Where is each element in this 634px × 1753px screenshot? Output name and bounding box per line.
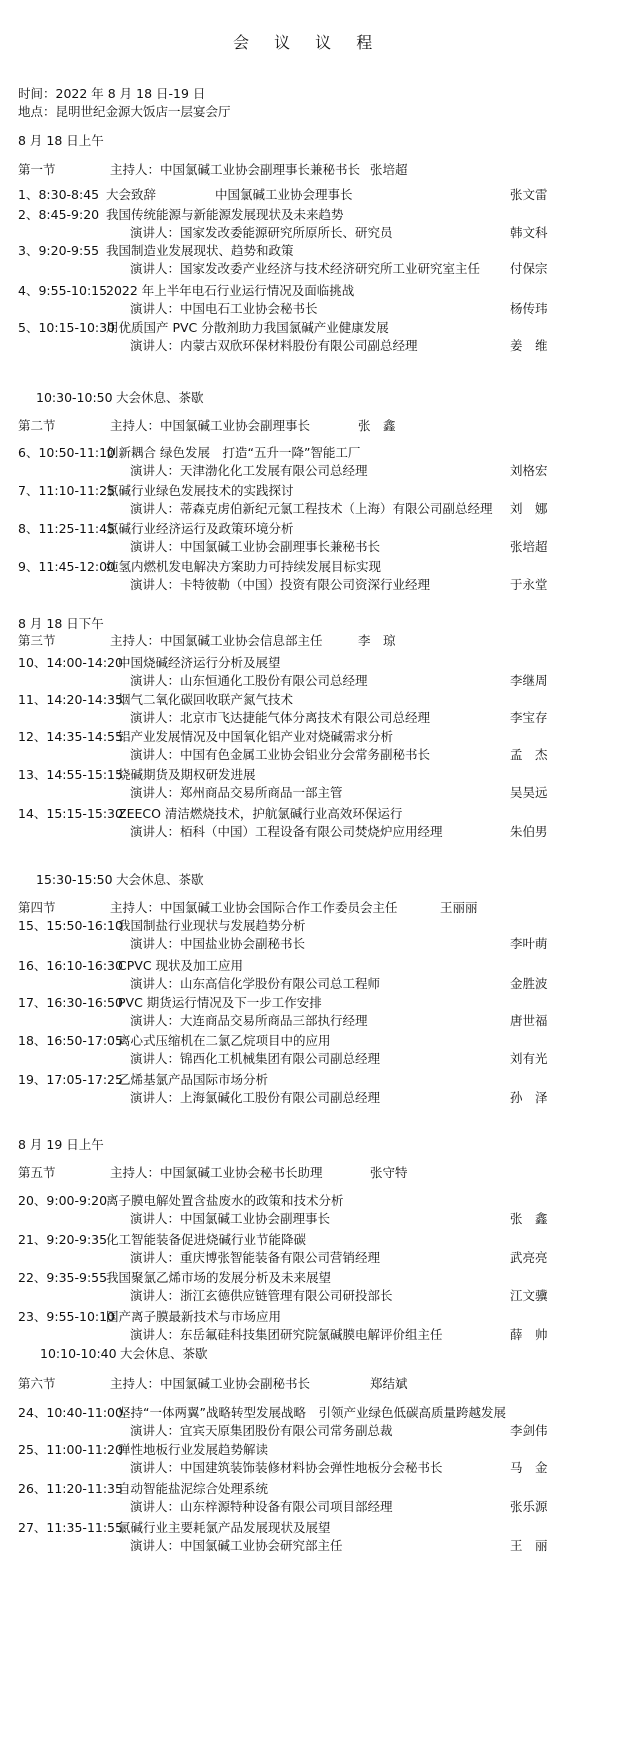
session-host-name: 郑结斌: [370, 1376, 408, 1391]
agenda-item-time: 19、17:05-17:25: [18, 1072, 123, 1087]
agenda-item-time: 13、14:55-15:15: [18, 767, 123, 782]
agenda-item-topic: 我国聚氯乙烯市场的发展分析及未来展望: [106, 1270, 332, 1285]
agenda-item-topic: 氯碱行业经济运行及政策环境分析: [106, 521, 294, 536]
agenda-item-speaker: 演讲人：浙江玄德供应链管理有限公司研投部长: [130, 1288, 393, 1303]
agenda-item-speaker-name: 付保宗: [510, 261, 548, 276]
agenda-item-time: 3、9:20-9:55: [18, 243, 100, 258]
agenda-item-speaker-name: 张 鑫: [510, 1211, 548, 1226]
agenda-item-speaker: 演讲人：栢科（中国）工程设备有限公司焚烧炉应用经理: [130, 824, 443, 839]
session-label: 第三节: [18, 633, 56, 648]
agenda-item-time: 4、9:55-10:15: [18, 283, 108, 298]
break-text: 大会休息、茶歇: [116, 390, 204, 405]
break-time: 10:30-10:50: [36, 390, 113, 405]
agenda-item-topic: 大会致辞: [106, 187, 157, 202]
break-time: 10:10-10:40: [40, 1346, 117, 1361]
agenda-item-speaker-name: 江文骥: [510, 1288, 548, 1303]
day-heading: 8 月 19 日上午: [18, 1137, 104, 1152]
agenda-item-time: 21、9:20-9:35: [18, 1232, 108, 1247]
agenda-item-speaker: 演讲人：大连商品交易所商品三部执行经理: [130, 1013, 368, 1028]
session-host-name: 李 琼: [358, 633, 396, 648]
agenda-item-speaker-name: 李剑伟: [510, 1423, 548, 1438]
agenda-item-speaker-name: 王 丽: [510, 1538, 548, 1553]
agenda-item-time: 12、14:35-14:55: [18, 729, 123, 744]
agenda-item-speaker: 演讲人：宜宾天原集团股份有限公司常务副总裁: [130, 1423, 393, 1438]
session-host: 主持人：中国氯碱工业协会副秘书长: [110, 1376, 311, 1391]
agenda-item-topic: 氯碱行业绿色发展技术的实践探讨: [106, 483, 294, 498]
session-host-name: 张守特: [370, 1165, 408, 1180]
agenda-item-speaker-name: 韩文科: [510, 225, 548, 240]
agenda-item-time: 22、9:35-9:55: [18, 1270, 108, 1285]
agenda-item-speaker-name: 杨传玮: [510, 301, 548, 316]
agenda-item-speaker-name: 李叶萌: [510, 936, 548, 951]
session-label: 第四节: [18, 900, 56, 915]
agenda-item-topic: 烧碱期货及期权研发进展: [118, 767, 256, 782]
session-host: 主持人：中国氯碱工业协会秘书长助理: [110, 1165, 323, 1180]
agenda-item-speaker: 演讲人：北京市飞达捷能气体分离技术有限公司总经理: [130, 710, 431, 725]
agenda-item-time: 15、15:50-16:10: [18, 918, 123, 933]
agenda-item-time: 8、11:25-11:45: [18, 521, 116, 536]
agenda-item-topic: 自动智能盐泥综合处理系统: [118, 1481, 269, 1496]
agenda-item-time: 1、8:30-8:45: [18, 187, 100, 202]
agenda-item-time: 6、10:50-11:10: [18, 445, 116, 460]
agenda-item-time: 5、10:15-10:30: [18, 320, 116, 335]
agenda-item-speaker: 中国氯碱工业协会理事长: [215, 187, 353, 202]
break-text: 大会休息、茶歇: [116, 872, 204, 887]
agenda-item-topic: 铝产业发展情况及中国氧化铝产业对烧碱需求分析: [118, 729, 394, 744]
agenda-item-speaker: 演讲人：国家发改委能源研究所原所长、研究员: [130, 225, 393, 240]
agenda-item-topic: 氯碱行业主要耗氯产品发展现状及展望: [118, 1520, 331, 1535]
session-host: 主持人：中国氯碱工业协会副理事长兼秘书长: [110, 162, 361, 177]
session-host: 主持人：中国氯碱工业协会副理事长: [110, 418, 311, 433]
agenda-item-speaker: 演讲人：国家发改委产业经济与技术经济研究所工业研究室主任: [130, 261, 481, 276]
agenda-item-speaker: 演讲人：蒂森克虏伯新纪元氯工程技术（上海）有限公司副总经理: [130, 501, 493, 516]
agenda-item-topic: 弹性地板行业发展趋势解读: [118, 1442, 269, 1457]
meeting-time: 时间：2022 年 8 月 18 日-19 日: [18, 86, 206, 101]
agenda-item-speaker-name: 张文雷: [510, 187, 548, 202]
agenda-item-speaker: 演讲人：山东高信化学股份有限公司总工程师: [130, 976, 381, 991]
agenda-item-speaker: 演讲人：锦西化工机械集团有限公司副总经理: [130, 1051, 381, 1066]
agenda-item-speaker-name: 张培超: [510, 539, 548, 554]
agenda-item-topic: CPVC 现状及加工应用: [118, 958, 244, 973]
agenda-item-speaker: 演讲人：中国电石工业协会秘书长: [130, 301, 318, 316]
session-label: 第五节: [18, 1165, 56, 1180]
agenda-item-speaker-name: 吴昊远: [510, 785, 548, 800]
meeting-place: 地点：昆明世纪金源大饭店一层宴会厅: [18, 104, 231, 119]
session-label: 第二节: [18, 418, 56, 433]
agenda-item-speaker-name: 姜 维: [510, 338, 548, 353]
agenda-item-speaker-name: 于永堂: [510, 577, 548, 592]
agenda-item-topic: 烟气二氧化碳回收联产氮气技术: [118, 692, 294, 707]
agenda-item-speaker-name: 朱伯男: [510, 824, 548, 839]
agenda-item-speaker: 演讲人：重庆博张智能装备有限公司营销经理: [130, 1250, 381, 1265]
agenda-item-topic: 离心式压缩机在二氯乙烷项目中的应用: [118, 1033, 331, 1048]
agenda-item-topic: 中国烧碱经济运行分析及展望: [118, 655, 281, 670]
agenda-item-speaker: 演讲人：郑州商品交易所商品一部主管: [130, 785, 343, 800]
agenda-item-topic: 创新耦合 绿色发展 打造“五升一降”智能工厂: [106, 445, 361, 460]
agenda-item-speaker-name: 薛 帅: [510, 1327, 548, 1342]
break-time: 15:30-15:50: [36, 872, 113, 887]
agenda-item-speaker-name: 唐世福: [510, 1013, 548, 1028]
agenda-item-speaker: 演讲人：山东梓源特种设备有限公司项目部经理: [130, 1499, 393, 1514]
agenda-item-time: 14、15:15-15:30: [18, 806, 123, 821]
day-heading: 8 月 18 日下午: [18, 616, 104, 631]
session-host-name: 王丽丽: [440, 900, 478, 915]
agenda-item-topic: 用优质国产 PVC 分散剂助力我国氯碱产业健康发展: [106, 320, 389, 335]
session-host-name: 张 鑫: [358, 418, 396, 433]
agenda-item-topic: 国产离子膜最新技术与市场应用: [106, 1309, 282, 1324]
agenda-item-speaker: 演讲人：中国建筑装饰装修材料协会弹性地板分会秘书长: [130, 1460, 443, 1475]
session-label: 第六节: [18, 1376, 56, 1391]
agenda-item-speaker: 演讲人：中国氯碱工业协会副理事长: [130, 1211, 331, 1226]
agenda-item-topic: 坚持“一体两翼”战略转型发展战略 引领产业绿色低碳高质量跨越发展: [118, 1405, 506, 1420]
agenda-item-speaker-name: 刘 娜: [510, 501, 548, 516]
session-host-name: 张培超: [370, 162, 408, 177]
agenda-item-time: 11、14:20-14:35: [18, 692, 123, 707]
agenda-item-time: 2、8:45-9:20: [18, 207, 100, 222]
agenda-item-topic: 化工智能装备促进烧碱行业节能降碳: [106, 1232, 307, 1247]
agenda-item-time: 10、14:00-14:20: [18, 655, 123, 670]
agenda-item-speaker-name: 刘有光: [510, 1051, 548, 1066]
agenda-item-topic: 我国制造业发展现状、趋势和政策: [106, 243, 294, 258]
agenda-item-speaker: 演讲人：东岳氟硅科技集团研究院氯碱膜电解评价组主任: [130, 1327, 443, 1342]
agenda-item-speaker-name: 金胜波: [510, 976, 548, 991]
agenda-item-time: 23、9:55-10:10: [18, 1309, 116, 1324]
agenda-item-time: 27、11:35-11:55: [18, 1520, 123, 1535]
agenda-item-time: 7、11:10-11:25: [18, 483, 116, 498]
agenda-item-topic: 乙烯基氯产品国际市场分析: [118, 1072, 269, 1087]
agenda-item-time: 25、11:00-11:20: [18, 1442, 123, 1457]
agenda-item-topic: PVC 期货运行情况及下一步工作安排: [118, 995, 322, 1010]
agenda-item-topic: 离子膜电解处置含盐废水的政策和技术分析: [106, 1193, 344, 1208]
agenda-item-speaker: 演讲人：卡特彼勒（中国）投资有限公司资深行业经理: [130, 577, 431, 592]
agenda-item-speaker-name: 马 金: [510, 1460, 548, 1475]
agenda-item-speaker-name: 张乐源: [510, 1499, 548, 1514]
day-heading: 8 月 18 日上午: [18, 133, 104, 148]
agenda-item-speaker: 演讲人：中国氯碱工业协会研究部主任: [130, 1538, 343, 1553]
agenda-item-time: 24、10:40-11:00: [18, 1405, 123, 1420]
agenda-item-speaker-name: 武亮亮: [510, 1250, 548, 1265]
session-host: 主持人：中国氯碱工业协会信息部主任: [110, 633, 323, 648]
page-title: 会 议 议 程: [233, 33, 383, 52]
agenda-item-speaker: 演讲人：中国有色金属工业协会铝业分会常务副秘书长: [130, 747, 431, 762]
agenda-item-speaker-name: 李继周: [510, 673, 548, 688]
agenda-item-time: 17、16:30-16:50: [18, 995, 123, 1010]
agenda-item-topic: 2022 年上半年电石行业运行情况及面临挑战: [106, 283, 355, 298]
agenda-item-speaker: 演讲人：天津渤化化工发展有限公司总经理: [130, 463, 368, 478]
break-text: 大会休息、茶歇: [120, 1346, 208, 1361]
agenda-item-topic: 我国制盐行业现状与发展趋势分析: [118, 918, 306, 933]
agenda-item-speaker: 演讲人：中国氯碱工业协会副理事长兼秘书长: [130, 539, 381, 554]
agenda-item-time: 26、11:20-11:35: [18, 1481, 123, 1496]
agenda-item-speaker: 演讲人：中国盐业协会副秘书长: [130, 936, 306, 951]
session-label: 第一节: [18, 162, 56, 177]
agenda-item-topic: 纯氢内燃机发电解决方案助力可持续发展目标实现: [106, 559, 382, 574]
agenda-item-topic: ZEECO 清洁燃烧技术，护航氯碱行业高效环保运行: [118, 806, 403, 821]
agenda-item-speaker-name: 孟 杰: [510, 747, 548, 762]
session-host: 主持人：中国氯碱工业协会国际合作工作委员会主任: [110, 900, 398, 915]
agenda-item-time: 20、9:00-9:20: [18, 1193, 108, 1208]
agenda-item-speaker: 演讲人：内蒙古双欣环保材料股份有限公司副总经理: [130, 338, 418, 353]
agenda-item-speaker-name: 李宝存: [510, 710, 548, 725]
agenda-item-time: 18、16:50-17:05: [18, 1033, 123, 1048]
agenda-item-topic: 我国传统能源与新能源发展现状及未来趋势: [106, 207, 344, 222]
agenda-item-speaker: 演讲人：上海氯碱化工股份有限公司副总经理: [130, 1090, 381, 1105]
agenda-item-speaker-name: 孙 泽: [510, 1090, 548, 1105]
agenda-item-speaker: 演讲人：山东恒通化工股份有限公司总经理: [130, 673, 368, 688]
agenda-item-time: 9、11:45-12:00: [18, 559, 116, 574]
agenda-item-speaker-name: 刘格宏: [510, 463, 548, 478]
agenda-item-time: 16、16:10-16:30: [18, 958, 123, 973]
